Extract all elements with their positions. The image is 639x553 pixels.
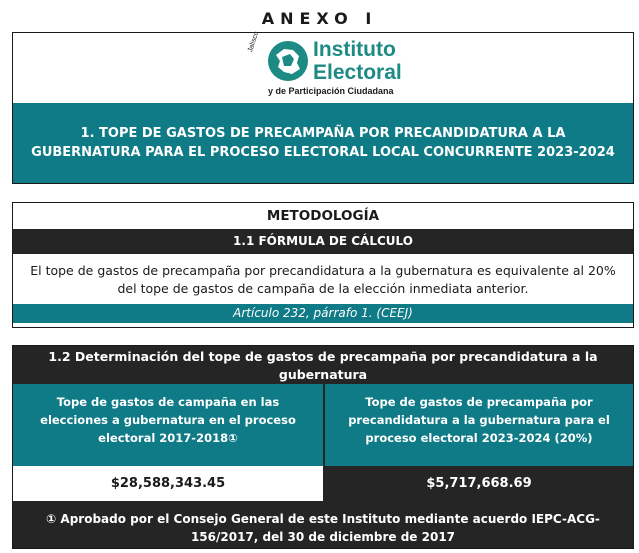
determination-heading: 1.2 Determinación del tope de gastos de precampaña por precandidatura a la gubernatura [48,349,598,382]
logo-line-2: Electoral [313,61,402,84]
methodology-box [12,202,634,328]
logo-state-label: Jalisco [247,30,261,54]
page-title: ANEXO I [261,9,378,28]
precampaign-cap-value: $5,717,668.69 [323,466,633,501]
campaign-cap-value: $28,588,343.45 [13,466,323,501]
header-box [12,32,634,184]
campaign-cap-label: Tope de gastos de campaña en las elecciones a gubernatura en el proceso electoral 2017-2018① [13,384,323,466]
precampaign-cap-label: Tope de gastos de precampaña por precandidatura a la gubernatura para el proceso electoral 2023-2024 (20%) [323,384,633,466]
footnote: ① Aprobado por el Consejo General de este Instituto mediante acuerdo IEPC-ACG-156/2017, del 30 de diciembre de 2017 [46,512,600,544]
logo-line-1: Instituto [313,38,396,61]
logo-line-3: y de Participación Ciudadana [268,86,394,96]
formula-description: El tope de gastos de precampaña por precandidatura a la gubernatura es equivalente al 20% del tope de gastos de campaña de la elección inmediata anterior. [30,263,616,296]
section-banner-text: 1. TOPE DE GASTOS DE PRECAMPAÑA POR PRECANDIDATURA A LA GUBERNATURA PARA EL PROCESO ELECTORAL LOCAL CONCURRENTE 2023-2024 [31,126,615,160]
methodology-heading: METODOLOGÍA [266,208,380,224]
legal-reference: Artículo 232, párrafo 1. (CEEJ) [13,304,633,323]
determination-values [13,466,633,501]
institute-logo [13,30,633,103]
determination-box [12,345,634,549]
formula-heading: 1.1 FÓRMULA DE CÁLCULO [13,229,633,254]
jalisco-map-icon [266,39,310,83]
determination-columns [13,384,633,466]
section-banner [13,103,633,183]
